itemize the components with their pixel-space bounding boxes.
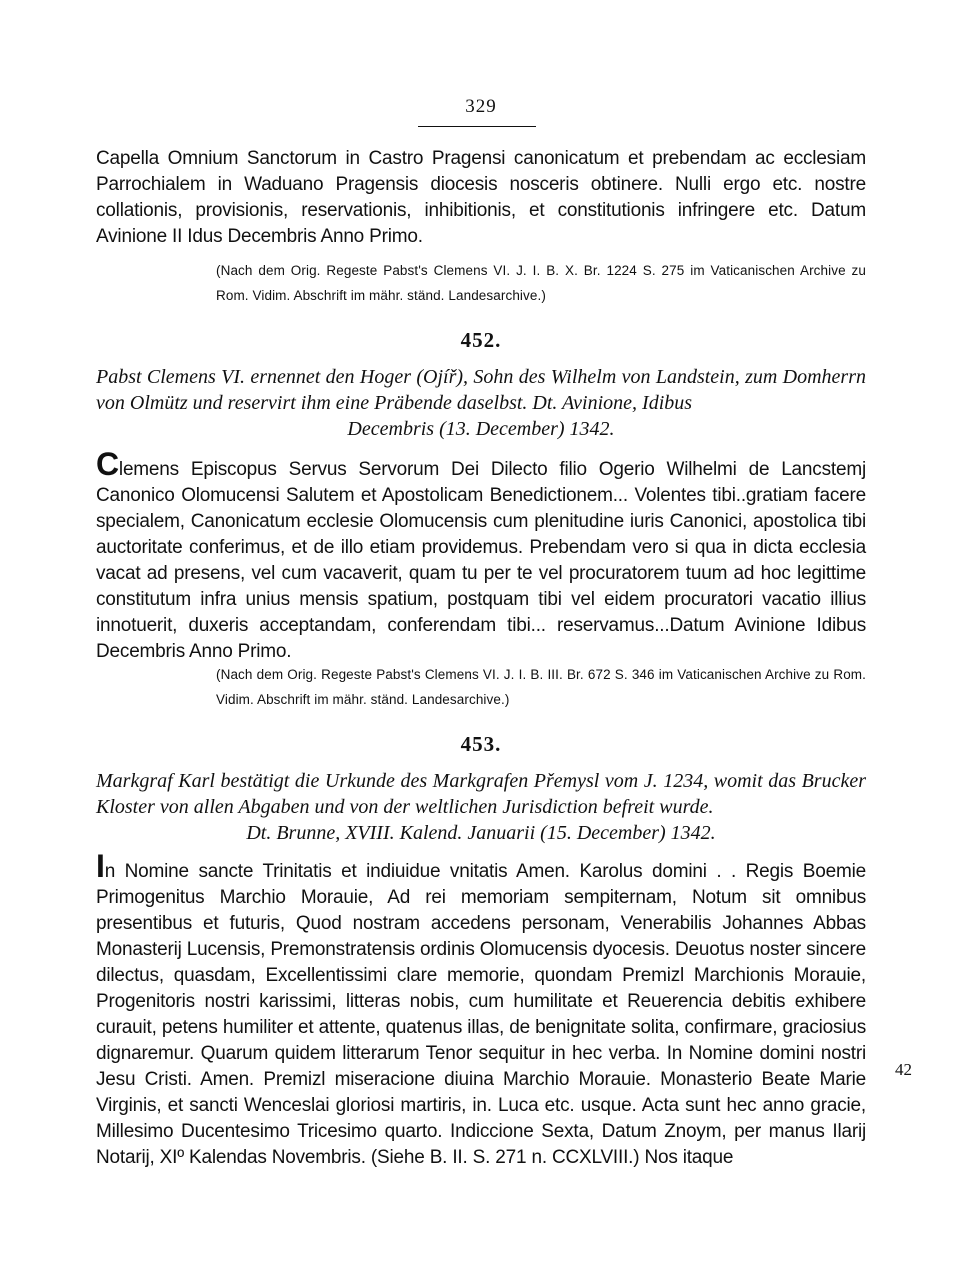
- regest-452-date: Decembris (13. December) 1342.: [347, 418, 615, 440]
- document-text-453: [96, 848, 866, 1171]
- intro-paragraph: Capella Omnium Sanctorum in Castro Pragensi canonicatum et prebendam ac ecclesiam Parrochialem in Waduano Pragensis diocesis nosceris obtinere. Nulli ergo etc. nostre collationis, provisionis, reservationis, inhibitionis, et constitutionis infringere etc. Datum Avinione II Idus Decembris Anno Primo.: [96, 148, 866, 247]
- source-note-2: (Nach dem Orig. Regeste Pabst's Clemens VI. J. I. B. III. Br. 672 S. 346 im Vaticanischen Archive zu Rom. Vidim. Abschrift im mähr. ständ. Landesarchive.): [216, 667, 866, 707]
- initial-letter-452: C: [96, 446, 119, 482]
- document-text-452: [96, 446, 866, 665]
- source-note-1: (Nach dem Orig. Regeste Pabst's Clemens VI. J. I. B. X. Br. 1224 S. 275 im Vaticanischen Archive zu Rom. Vidim. Abschrift im mähr. ständ. Landesarchive.): [216, 263, 866, 303]
- page-number: 329: [465, 96, 497, 117]
- page-number-rule: [418, 126, 536, 127]
- regest-452-text: Pabst Clemens VI. ernennet den Hoger (Ojíř), Sohn des Wilhelm von Landstein, zum Domherrn von Olmütz und reservirt ihm eine Präbende daselbst. Dt. Avinione, Idibus: [96, 366, 866, 414]
- signature-mark: 42: [895, 1060, 912, 1079]
- regest-453-text: Markgraf Karl bestätigt die Urkunde des Markgrafen Přemysl vom J. 1234, womit das Brucker Kloster von allen Abgaben und von der weltlichen Jurisdiction befreit wurde.: [96, 770, 866, 818]
- regest-452: [96, 364, 866, 442]
- initial-letter-453: I: [96, 848, 105, 884]
- regest-453: [96, 768, 866, 846]
- regest-453-date: Dt. Brunne, XVIII. Kalend. Januarii (15. December) 1342.: [246, 822, 716, 844]
- document-text-452-body: lemens Episcopus Servus Servorum Dei Dilecto filio Ogerio Wilhelmi de Lancstemj Canonico Olomucensi Salutem et Apostolicam Benedictionem... Volentes tibi..gratiam facere specialem, Canonicatum ecclesie Olomucensis cum plenitudine iuris Canonici, apostolica tibi auctoritate conferimus, et de illo etiam providemus. Prebendam vero si qua in dicta ecclesia vacat ad presens, vel cum vacaverit, quam tu per te vel procuratorem tuum ad hoc legittime constitutum infra unius mensis spatium, postquam tibi vel eidem procuratori vacatio illius innotuerit, duxeris acceptandam, conferendam tibi... reservamus...Datum Avinione Idibus Decembris Anno Primo.: [96, 459, 866, 662]
- document-number-453: 453.: [460, 732, 502, 756]
- document-number-452: 452.: [460, 328, 502, 352]
- document-text-453-body: n Nomine sancte Trinitatis et indiuidue vnitatis Amen. Karolus domini . . Regis Boemie Primogenitus Marchio Morauie, Ad rei memoriam sempiternam, Notum sit omnibus presentibus et futuris, Quod nostram accedens personam, Venerabilis Johannes Abbas Monasterij Lucensis, Premonstratensis ordinis Olomucensis dyocesis. Deuotus noster sincere dilectus, quasdam, Excellentissimi clare memorie, quondam Premizl Marchionis Morauie, Progenitoris nostri karissimi, litteras nobis, cum humilitate et Reuerencia debitis exhibere curauit, petens humiliter et attente, quatenus illas, de benignitate solita, confirmare, graciosius dignaremur. Quarum quidem litterarum Tenor sequitur in hec verba. In Nomine domini nostri Jesu Cristi. Amen. Premizl miseracione diuina Marchio Morauie. Monasterio Beate Marie Virginis, et sancti Wenceslai gloriosi martiris, in. Luca etc. usque. Acta sunt hec anno gracie, Millesimo Ducentesimo Tricesimo quarto. Indiccione Sexta, Datum Znoym, per manus Ilarij Notarij, XIº Kalendas Novembris. (Siehe B. II. S. 271 n. CCXLVIII.) Nos itaque: [96, 861, 866, 1168]
